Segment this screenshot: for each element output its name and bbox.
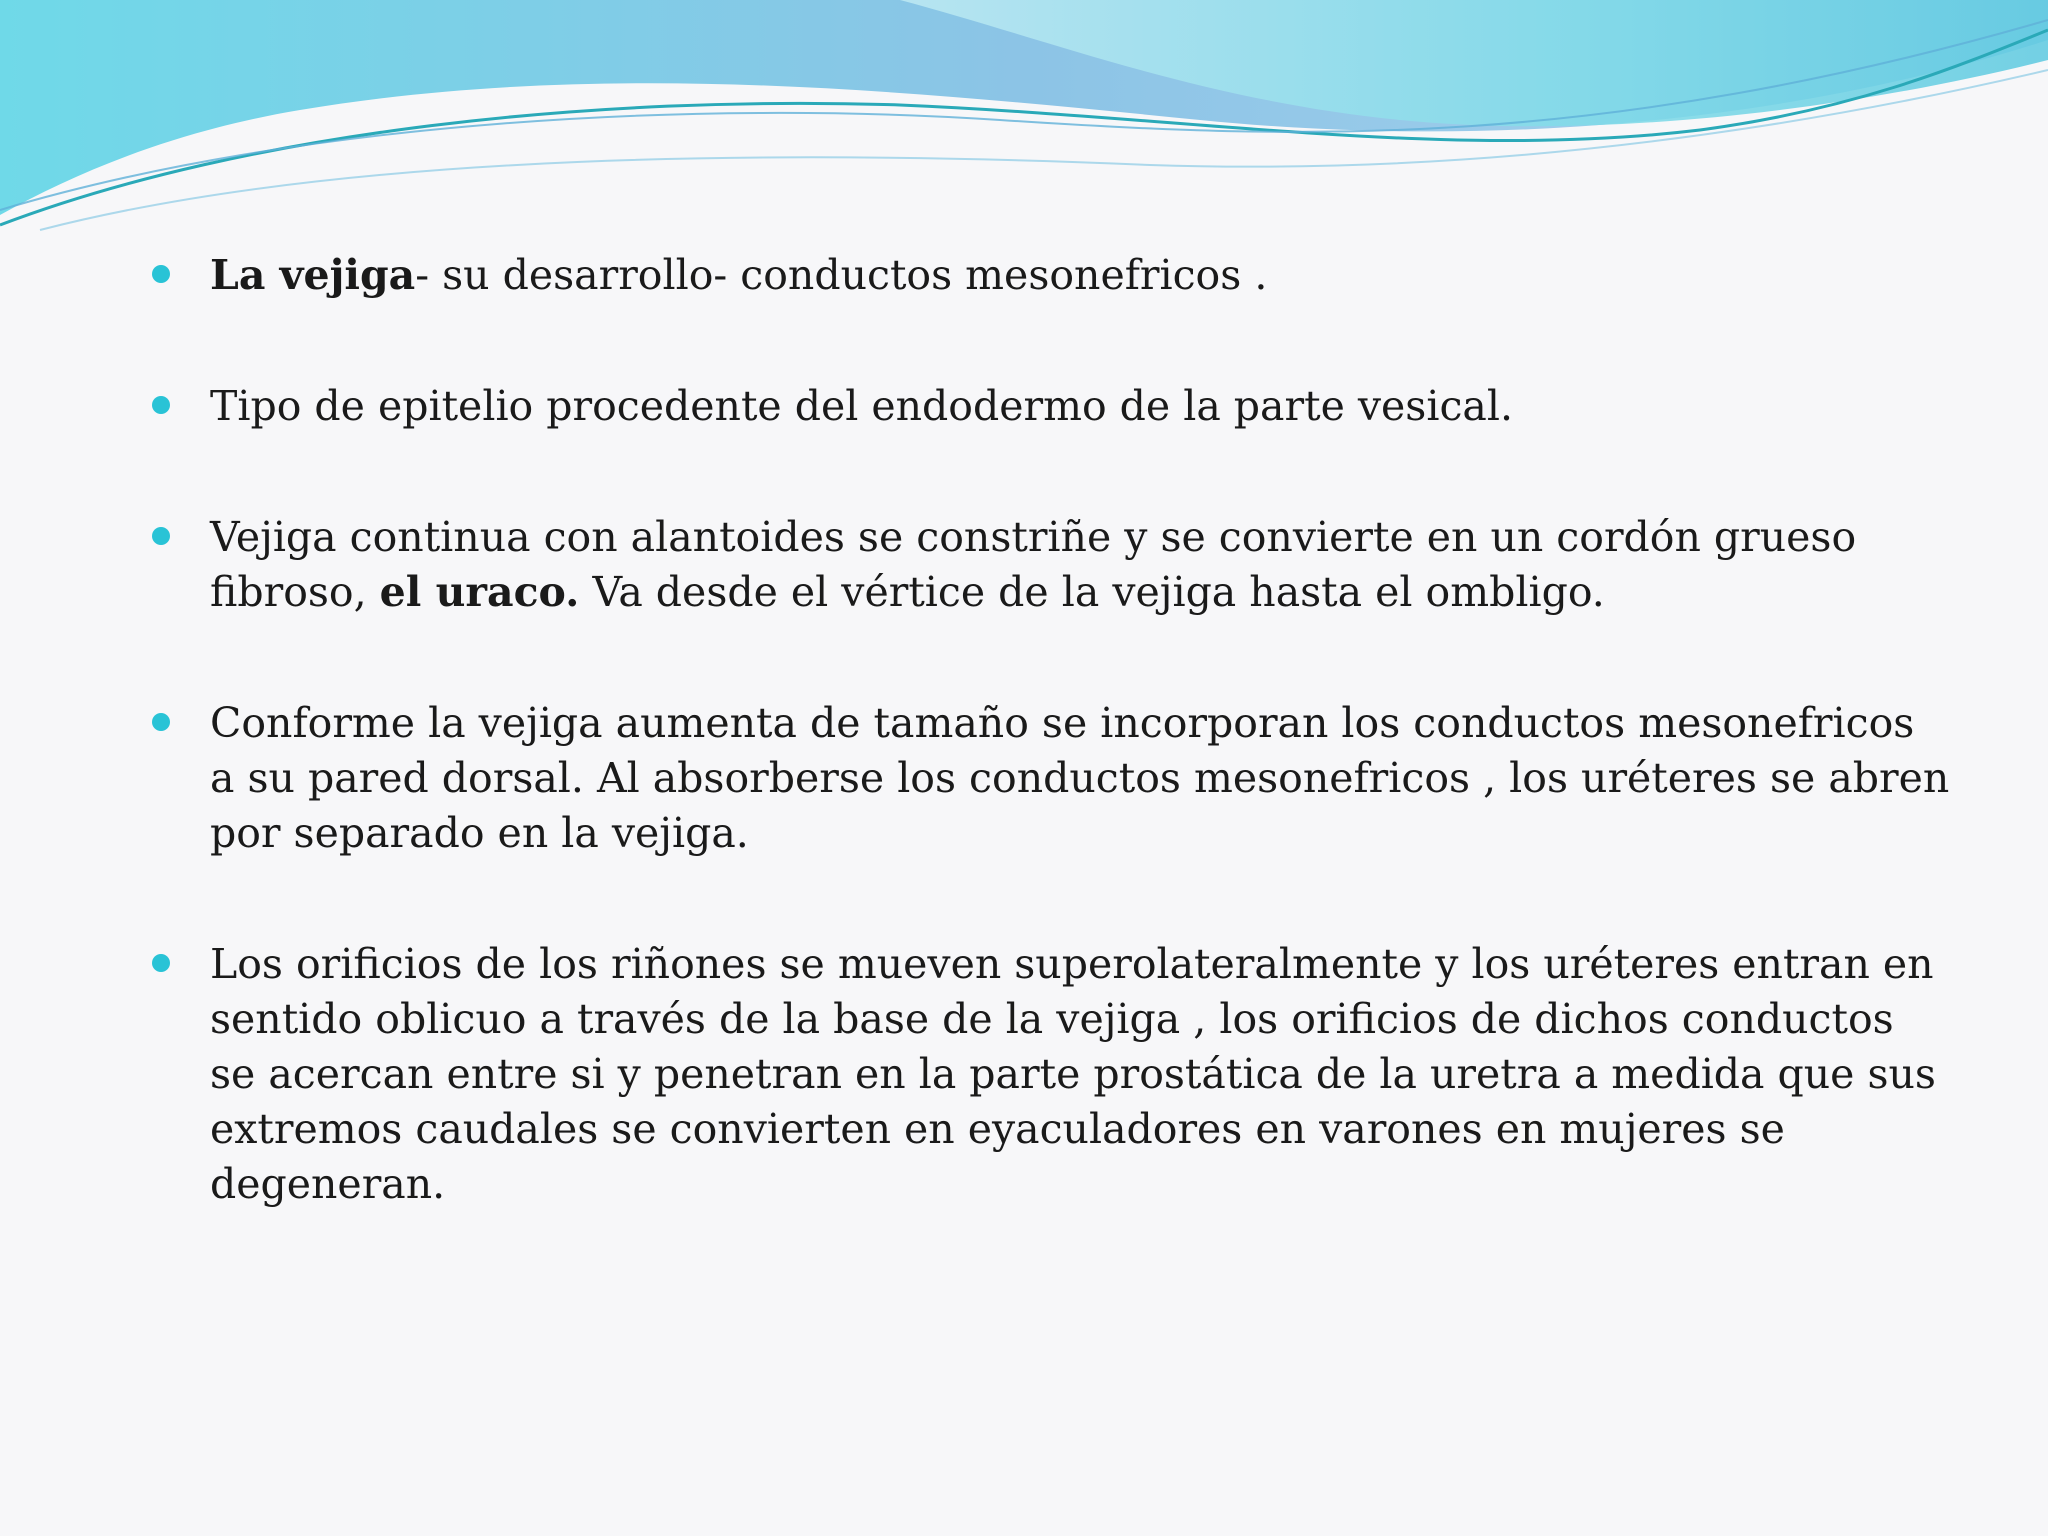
bullet-3-bold: el uraco. (379, 568, 580, 616)
bullet-dot-icon (152, 265, 170, 283)
bullet-3-text-before: Vejiga continua con alantoides se constriñe y se convierte en un cordón grueso fibroso, (210, 513, 1857, 616)
bullet-2-text: Tipo de epitelio procedente del endodermo de la parte vesical. (210, 382, 1513, 430)
bullet-dot-icon (152, 527, 170, 545)
bullet-3-text-after: Va desde el vértice de la vejiga hasta el ombligo. (579, 568, 1605, 616)
bullet-5-text: Los orificios de los riñones se mueven superolateralmente y los uréteres entran en sentido oblicuo a través de la base de la vejiga , los orificios de dichos conductos se acercan entre si y penetran en la parte prostática de la uretra a medida que sus extremos caudales se convierten en eyaculadores en varones en mujeres se degeneran. (210, 940, 1936, 1208)
bullet-4-text: Conforme la vejiga aumenta de tamaño se incorporan los conductos mesonefricos a su pared dorsal. Al absorberse los conductos mesonefricos , los uréteres se abren por separado en la vejiga. (210, 699, 1950, 857)
bullet-item-5 (150, 937, 1950, 1212)
bullet-list (150, 248, 1950, 1288)
bullet-1-bold: La vejiga (210, 251, 416, 299)
bullet-item-2 (150, 379, 1950, 434)
bullet-dot-icon (152, 396, 170, 414)
bullet-item-3 (150, 510, 1950, 620)
header-wave-decoration (0, 0, 2048, 260)
bullet-dot-icon (152, 954, 170, 972)
bullet-item-4 (150, 696, 1950, 861)
bullet-1-text: - su desarrollo- conductos mesonefricos . (415, 251, 1268, 299)
bullet-item-1 (150, 248, 1950, 303)
bullet-dot-icon (152, 713, 170, 731)
